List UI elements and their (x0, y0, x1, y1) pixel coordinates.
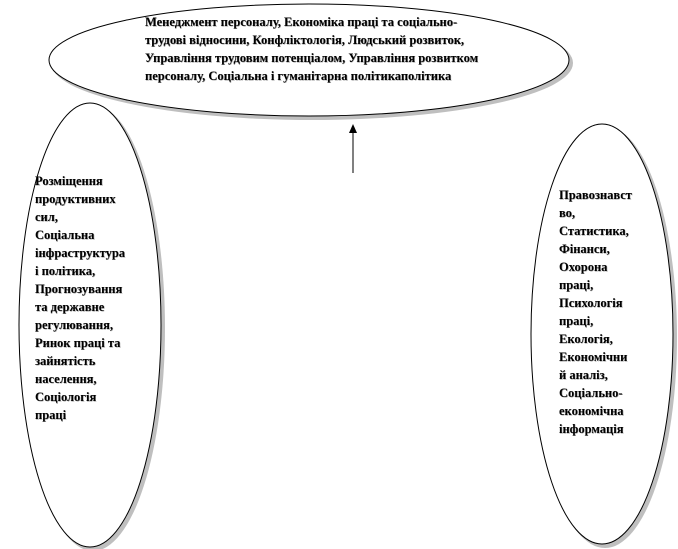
top-line-2: трудові відносини, Конфліктологія, Людський розвиток, (145, 33, 465, 47)
top-line-1: Менеджмент персоналу, Економіка праці та соціально- (145, 15, 458, 29)
left-node-text: Розміщення продуктивних сил, Соціальна інфраструктура і політика, Прогнозування та державне регулювання, Ринок праці та зайнятість населення, Соціологія праці (35, 174, 126, 422)
top-line-4: персоналу, Соціальна і гуманітарна політикаполітика (145, 69, 452, 83)
top-line-3: Управління трудовим потенціалом, Управління розвитком (145, 51, 479, 65)
right-node-text: Правознавст во, Статистика, Фінанси, Охорона праці, Психологія праці, Екологія, Економічни й аналіз, Соціально- економічна інформація (559, 188, 632, 436)
arrowhead-icon (349, 124, 357, 133)
top-node-text (145, 13, 557, 85)
